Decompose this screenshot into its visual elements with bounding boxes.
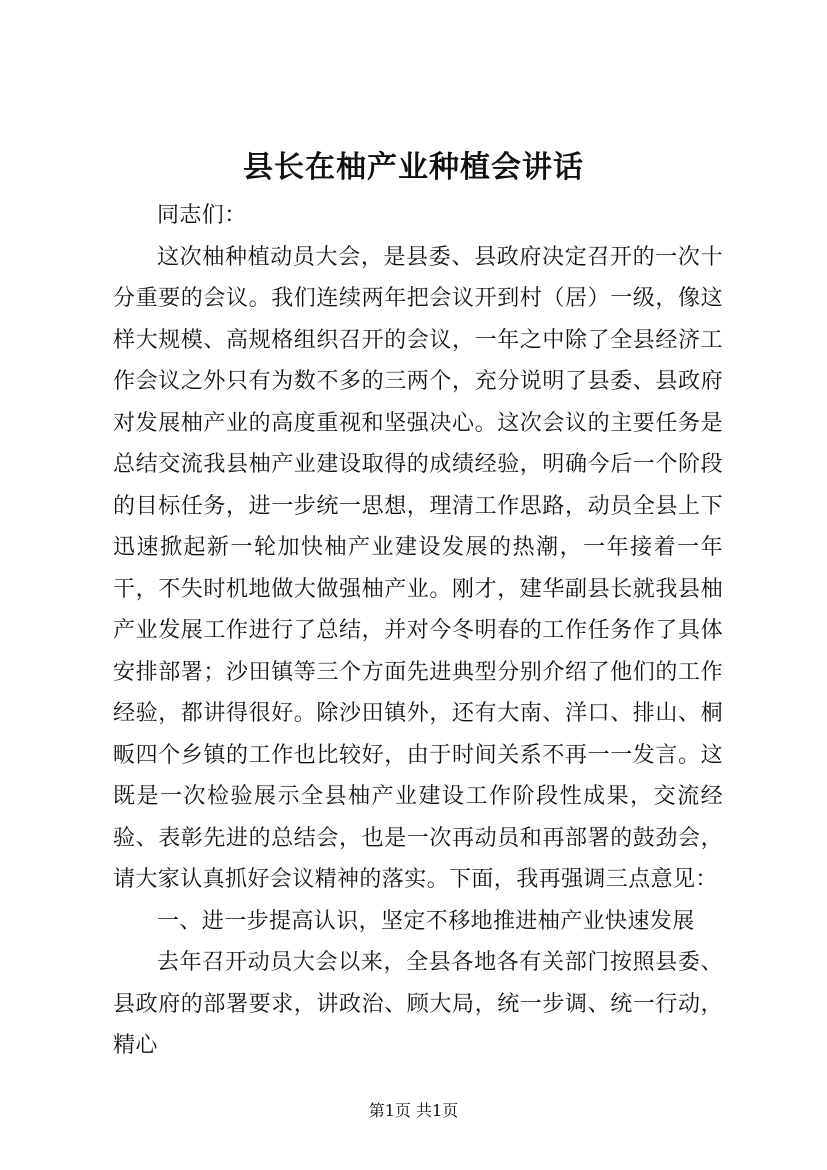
paragraph-intro: 这次柚种植动员大会，是县委、县政府决定召开的一次十分重要的会议。我们连续两年把会议开到村（居）一级，像这样大规模、高规格组织召开的会议，一年之中除了全县经济工作会议之外只有为数不多的三两个，充分说明了县委、县政府对发展柚产业的高度重视和坚强决心。这次会议的主要任务是总结交流我县柚产业建设取得的成绩经验，明确今后一个阶段的目标任务，进一步统一思想，理清工作思路，动员全县上下迅速掀起新一轮加快柚产业建设发展的热潮，一年接着一年干，不失时机地做大做强柚产业。刚才，建华副县长就我县柚产业发展工作进行了总结，并对今冬明春的工作任务作了具体安排部署；沙田镇等三个方面先进典型分别介绍了他们的工作经验，都讲得很好。除沙田镇外，还有大南、洋口、排山、桐畈四个乡镇的工作也比较好，由于时间关系不再一一发言。这既是一次检验展示全县柚产业建设工作阶段性成果，交流经验、表彰先进的总结会，也是一次再动员和再部署的鼓劲会，请大家认真抓好会议精神的落实。下面，我再强调三点意见： <box>113 244 723 892</box>
paragraph-section-1: 去年召开动员大会以来，全县各地各有关部门按照县委、县政府的部署要求，讲政治、顾大局，统一步调、统一行动，精心 <box>113 950 723 1058</box>
page-footer: 第1页 共1页 <box>368 1101 459 1120</box>
salutation: 同志们： <box>157 203 247 228</box>
document-body <box>113 195 723 1067</box>
section-heading-1: 一、进一步提高认识，坚定不移地推进柚产业快速发展 <box>157 908 695 934</box>
document-title: 县长在柚产业种植会讲话 <box>243 150 584 185</box>
